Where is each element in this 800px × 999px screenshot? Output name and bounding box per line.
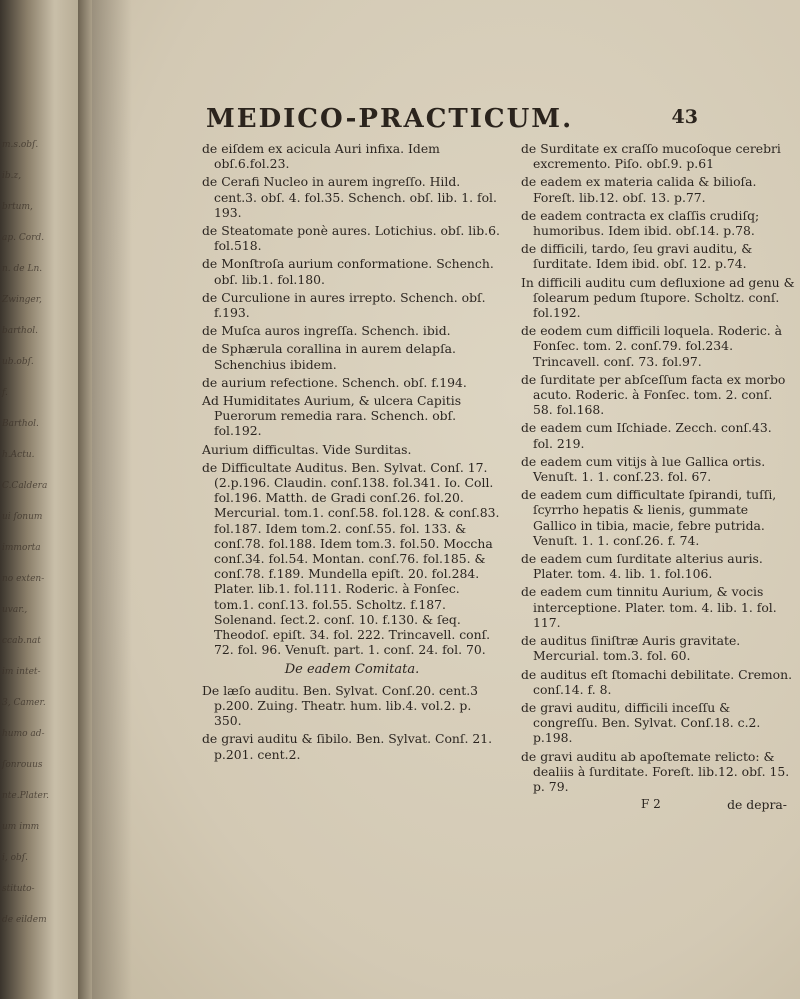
adjacent-page-fragment: um imm [2,822,40,832]
page-number: 43 [671,106,698,128]
adjacent-page-fragment: de eildem [2,915,47,925]
right-column [521,141,795,815]
adjacent-page-fragment: stituto- [2,884,35,894]
index-entry: de auditus eſt ſtomachi debilitate. Cremon. conſ.14. f. 8. [521,666,793,697]
adjacent-page-fragment: 3, Camer. [2,698,46,708]
adjacent-page-fragment: no exten- [2,574,45,584]
adjacent-page-fragment: ub.obſ. [2,357,34,367]
adjacent-page-fragment: ui ſonum [2,512,43,522]
index-entry: de eodem cum difficili loquela. Roderic. à Fonſec. tom. 2. conſ.79. fol.234. Trincavell. conſ. 73. fol.97. [521,323,783,369]
adjacent-page-fragment: ſonrouus [2,760,43,770]
index-entry: de Cerafi Nucleo in aurem ingreſſo. Hild. cent.3. obſ. 4. fol.35. Schench. obſ. lib. 1. fol. 193. [202,174,497,220]
adjacent-page-fragment: nte.Plater. [2,791,50,801]
adjacent-page-fragment: Zwinger, [2,295,42,305]
adjacent-page-fragment: n. de Ln. [2,264,43,274]
index-entry: de Curculione in aures irrepto. Schench. obſ. f.193. [202,289,486,321]
index-entry: de eadem cum vitijs à lue Gallica ortis. Venuſt. 1. 1. conſ.23. fol. 67. [521,453,766,485]
index-entry: de Muſca auros ingreſſa. Schench. ibid. [202,323,451,339]
catchword: de depra- [727,797,787,813]
adjacent-page-fragment: humo ad- [2,729,45,739]
index-entry: de auditus ſiniſtræ Auris gravitate. Mercurial. tom.3. fol. 60. [521,633,741,664]
adjacent-page-strip [0,0,78,999]
index-entry: de gravi auditu & ſibilo. Ben. Sylvat. Conſ. 21. p.201. cent.2. [202,731,493,762]
index-entry: de gravi auditu ab apoſtemate relicto: & dealiis à ſurditate. Foreſt. lib.12. obſ. 15. p. 79. [521,748,790,794]
page-title: MEDICO-PRACTICUM. [206,104,574,134]
running-head [206,104,706,134]
index-entry: de eadem cum Iſchiade. Zecch. conſ.43. fol. 219. [521,420,772,451]
index-entry: De læſo auditu. Ben. Sylvat. Conſ.20. cent.3 p.200. Zuing. Theatr. hum. lib.4. vol.2. p. 350. [202,682,479,729]
index-entry: Aurium difficultas. Vide Surditas. [202,441,412,457]
index-entry: de Difficultate Auditus. Ben. Sylvat. Conſ. 17. (2.p.196. Claudin. conſ.138. fol.341. Io. Coll. fol.196. Matth. de Gradi conſ.26. fol.20. Mercurial. tom.1. conſ.58. fol.128. & conſ.83. fol.187. Idem tom.2. conſ.55. fol. 133. & conſ.78. fol.188. Idem tom.3. fol.50. Moccha conſ.34. fol.54. Montan. conſ.76. fol.185. & conſ.78. f.189. Mundella epiſt. 20. fol.284. Plater. lib.1. fol.111. Roderic. à Fonſec. tom.1. conſ.13. fol.55. Scholtz. f.187. Solenand. ſect.2. conſ. 10. f.130. & ſeq. Theodoſ. epiſt. 34. fol. 222. Trincavell. conſ. 72. fol. 96. Venuſt. part. 1. conſ. 24. fol. 70. [202,459,500,658]
left-column [202,141,502,765]
adjacent-page-fragment: i, obſ. [2,853,28,863]
index-entry: de aurium refectione. Schench. obſ. f.194. [202,374,467,390]
index-entry: Ad Humiditates Aurium, & ulcera Capitis Puerorum remedia rara. Schench. obſ. fol.192. [202,393,462,439]
page-shadow [92,0,132,999]
adjacent-page-fragment: h.Actu. [2,450,35,460]
adjacent-page-fragment: uvar., [2,605,28,615]
left-entries-after [202,683,502,762]
index-entry: de gravi auditu, difficili inceſſu & congreſſu. Ben. Sylvat. Conſ.18. c.2. p.198. [521,699,761,746]
index-entry: de Steatomate ponè aures. Lotichius. obſ. lib.6. fol.518. [202,223,500,254]
adjacent-page-fragment: C.Caldera [2,481,48,491]
right-entries [521,141,795,794]
index-entry: de Surditate ex craſſo mucoſoque cerebri excremento. Piſo. obſ.9. p.61 [521,141,781,172]
signature-mark: F 2 [641,797,661,812]
adjacent-page-fragment: Barthol. [2,419,39,429]
adjacent-page-fragment: ap. Cord. [2,233,45,243]
index-entry: de eadem cum difficultate ſpirandi, tuſſi, ſcyrrho hepatis & lienis, gummate Gallico in tibia, macie, febre putrida. Venuſt. 1. 1. conſ.26. f. 74. [521,487,777,548]
index-entry: de eiſdem ex acicula Auri infixa. Idem obſ.6.fol.23. [202,141,440,172]
section-heading: De eadem Comitata. [284,661,420,677]
adjacent-page-fragment: f. [2,388,8,398]
index-entry: de Monſtroſa aurium conformatione. Schench. obſ. lib.1. fol.180. [202,256,494,287]
page-footer-line [521,797,795,815]
adjacent-page-fragment: im intet- [2,667,41,677]
index-entry: de eadem ex materia calida & bilioſa. Foreſt. lib.12. obſ. 13. p.77. [521,174,757,205]
adjacent-page-fragment: ccab.nat [2,636,41,646]
index-entry: In difficili auditu cum defluxione ad genu & ſolearum pedum ſtupore. Scholtz. conſ. fol.192. [521,274,795,321]
adjacent-page-fragment: m.s.obſ. [2,140,39,150]
left-entries [202,141,502,658]
index-entry: de eadem cum tinnitu Aurium, & vocis interceptione. Plater. tom. 4. lib. 1. fol. 117. [521,584,777,630]
index-entry: de difficili, tardo, ſeu gravi auditu, & ſurditate. Idem ibid. obſ. 12. p.74. [521,241,753,272]
adjacent-page-fragment: barthol. [2,326,38,336]
index-entry: de Sphærula corallina in aurem delapſa. Schenchius ibidem. [202,341,456,372]
adjacent-page-fragment: immorta [2,543,41,553]
index-entry: de ſurditate per abſceſſum facta ex morbo acuto. Roderic. à Fonſec. tom. 2. conſ. 58. fol.168. [521,371,786,418]
adjacent-page-fragment: brtum, [2,202,33,212]
adjacent-page-fragment: ib.z, [2,171,22,181]
index-entry: de eadem contracta ex claſſis crudiſq; humoribus. Idem ibid. obſ.14. p.78. [521,207,760,239]
index-entry: de eadem cum ſurditate alterius auris. Plater. tom. 4. lib. 1. fol.106. [521,551,763,582]
